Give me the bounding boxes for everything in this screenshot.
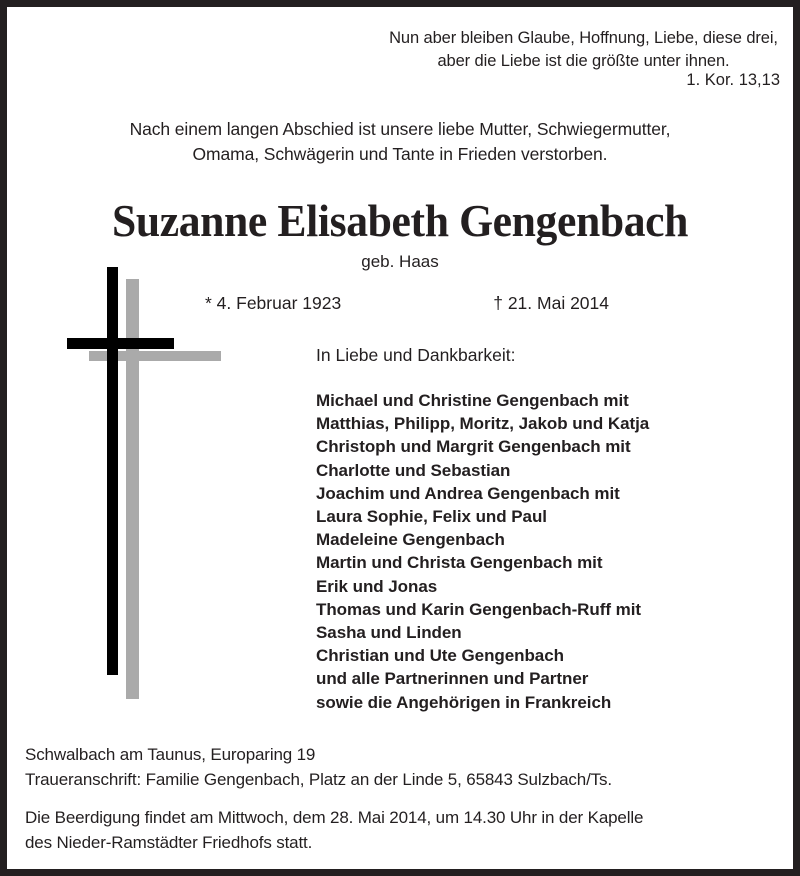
life-dates (197, 291, 627, 315)
birth-date: * 4. Februar 1923 (205, 293, 342, 313)
deceased-name: Suzanne Elisabeth Gengenbach (111, 196, 689, 246)
family-list-item: Charlotte und Sebastian (316, 460, 511, 480)
family-list-item: Michael und Christine Gengenbach mit (316, 391, 629, 410)
address-block (25, 742, 780, 792)
announcement-line-1: Nach einem langen Abschied ist unsere liebe Mutter, Schwiegermutter, (129, 119, 671, 139)
funeral-line-2: des Nieder-Ramstädter Friedhofs statt. (25, 833, 313, 852)
family-list-item: Sasha und Linden (316, 623, 462, 643)
mourning-address: Traueranschrift: Familie Gengenbach, Platz an der Linde 5, 65843 Sulzbach/Ts. (25, 770, 612, 789)
deceased-maiden-name: geb. Haas (361, 252, 439, 271)
family-list-item: Christoph und Margrit Gengenbach mit (316, 437, 631, 457)
announcement-text (37, 117, 763, 167)
family-list-item: Martin und Christa Gengenbach mit (316, 553, 603, 573)
bible-verse-line-2: aber die Liebe ist die größte unter ihnen. (437, 52, 730, 70)
family-list-item: Laura Sophie, Felix und Paul (316, 507, 547, 527)
announcement-line-2: Omama, Schwägerin und Tante in Frieden verstorben. (192, 144, 608, 164)
family-list-item: und alle Partnerinnen und Partner (316, 669, 589, 689)
residence-address: Schwalbach am Taunus, Europaring 19 (25, 745, 316, 764)
bible-verse-line-1: Nun aber bleiben Glaube, Hoffnung, Liebe, diese drei, (389, 29, 778, 47)
family-list-item: Christian und Ute Gengenbach (316, 646, 564, 666)
family-list-item: Matthias, Philipp, Moritz, Jakob und Katja (316, 414, 650, 434)
family-list-item: Erik und Jonas (316, 576, 438, 596)
family-list-item: Thomas und Karin Gengenbach-Ruff mit (316, 599, 641, 619)
cross-black-vertical-bar (107, 267, 118, 675)
family-list-item: Madeleine Gengenbach (316, 530, 505, 550)
cross-black-horizontal-bar (67, 338, 174, 349)
funeral-line-1: Die Beerdigung findet am Mittwoch, dem 28. Mai 2014, um 14.30 Uhr in der Kapelle (25, 808, 644, 827)
dedication-text: In Liebe und Dankbarkeit: (316, 345, 516, 365)
family-list-item: sowie die Angehörigen in Frankreich (316, 692, 612, 712)
bible-verse (387, 27, 780, 73)
bible-verse-reference: 1. Kor. 13,13 (686, 71, 780, 89)
family-members-list (316, 389, 766, 714)
death-date: † 21. Mai 2014 (493, 293, 609, 313)
cross-icon (62, 267, 207, 697)
family-list-item: Joachim und Andrea Gengenbach mit (316, 483, 620, 503)
notice-inner (7, 7, 793, 869)
funeral-details (25, 805, 785, 855)
